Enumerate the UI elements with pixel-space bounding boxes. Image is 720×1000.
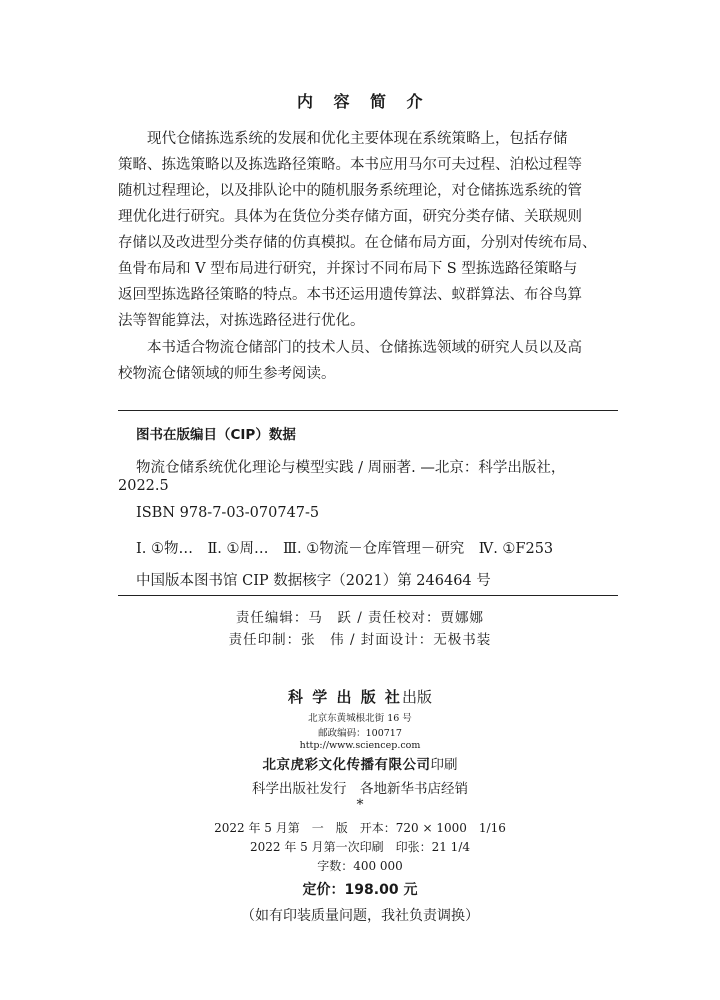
publisher-suffix: 出版 <box>401 688 432 706</box>
printer-line <box>0 753 720 773</box>
credits-line-2: 责任印制：张 伟 / 封面设计：无极书装 <box>228 632 492 648</box>
summary-line: 存储以及改进型分类存储的仿真模拟。在仓储布局方面，分别对传统布局、 <box>118 235 597 251</box>
cip-bottom-rule <box>118 595 618 596</box>
printer-suffix: 印刷 <box>430 757 458 773</box>
credits-line-1: 责任编辑：马 跃 / 责任校对：贾娜娜 <box>235 610 485 626</box>
summary-title-char: 内 <box>296 92 314 111</box>
publisher-line <box>0 686 720 707</box>
separator-star: * <box>356 797 364 813</box>
publisher-address: 北京东黄城根北街 16 号 <box>308 713 412 724</box>
summary-title <box>0 89 720 112</box>
summary-line: 随机过程理论，以及排队论中的随机服务系统理论，对仓储拣选系统的管 <box>118 183 582 199</box>
publisher-logo-text: 科 学 出 版 社 <box>288 688 402 706</box>
edition-line-2: 2022 年 5 月第一次印刷 印张：21 1/4 <box>249 840 470 854</box>
summary-title-char: 容 <box>333 92 350 111</box>
distribution-line: 科学出版社发行 各地新华书店经销 <box>252 781 468 797</box>
cip-isbn: ISBN 978-7-03-070747-5 <box>136 505 320 521</box>
printer-name: 北京虎彩文化传播有限公司 <box>262 757 431 773</box>
cip-heading: 图书在版编目（CIP）数据 <box>136 427 296 443</box>
summary-line: 理优化进行研究。具体为在货位分类存储方面，研究分类存储、关联规则 <box>118 209 582 225</box>
quality-notice: （如有印装质量问题，我社负责调换） <box>241 908 479 924</box>
summary-title-char: 简 <box>370 92 387 111</box>
word-count: 字数：400 000 <box>317 859 403 873</box>
price: 定价：198.00 元 <box>302 882 418 898</box>
cip-entry-line1: 物流仓储系统优化理论与模型实践 / 周丽著. —北京：科学出版社， <box>136 460 566 476</box>
cip-top-rule <box>118 410 618 411</box>
edition-line-1: 2022 年 5 月第 一 版 开本：720 × 1000 1/16 <box>214 821 506 835</box>
publisher-postcode: 邮政编码：100717 <box>318 728 402 739</box>
summary-line: 策略、拣选策略以及拣选路径策略。本书应用马尔可夫过程、泊松过程等 <box>118 157 582 173</box>
cip-classification: Ⅰ. ①物… Ⅱ. ①周… Ⅲ. ①物流－仓库管理－研究 Ⅳ. ①F253 <box>136 541 554 557</box>
summary-line: 鱼骨布局和 V 型布局进行研究，并探讨不同布局下 S 型拣选路径策略与 <box>118 261 578 277</box>
cip-library-note: 中国版本图书馆 CIP 数据核字（2021）第 246464 号 <box>136 573 491 589</box>
summary-line: 校物流仓储领域的师生参考阅读。 <box>118 366 336 382</box>
summary-paragraph-2 <box>118 335 618 387</box>
cip-entry-line2: 2022.5 <box>118 478 169 494</box>
summary-title-char: 介 <box>406 92 424 111</box>
summary-line: 返回型拣选路径策略的特点。本书还运用遗传算法、蚁群算法、布谷鸟算 <box>118 287 582 303</box>
summary-paragraph-1 <box>118 126 618 334</box>
summary-line: 法等智能算法，对拣选路径进行优化。 <box>118 313 365 329</box>
summary-line: 现代仓储拣选系统的发展和优化主要体现在系统策略上，包括存储 <box>147 131 568 147</box>
publisher-website: http://www.sciencep.com <box>299 740 421 751</box>
summary-line: 本书适合物流仓储部门的技术人员、仓储拣选领域的研究人员以及高 <box>147 340 582 356</box>
